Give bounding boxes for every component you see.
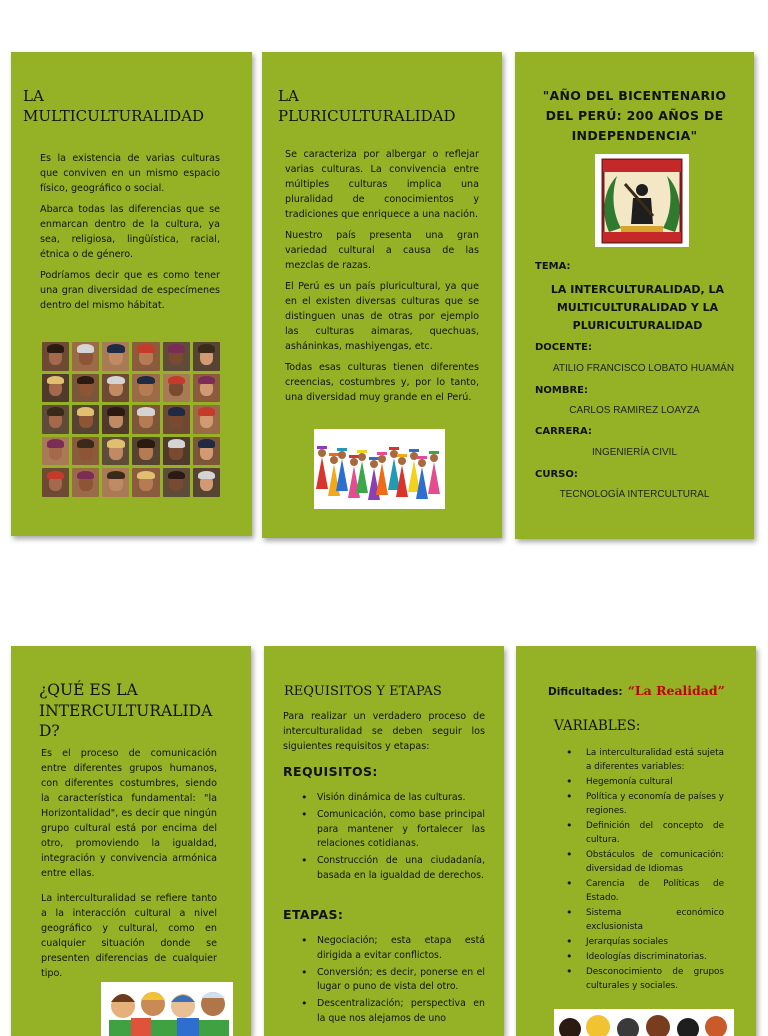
portrait-tile — [102, 374, 129, 403]
portrait-tile — [102, 405, 129, 434]
title-line: LA — [278, 87, 299, 105]
panel-interculturalidad — [11, 646, 251, 1036]
portrait-tile — [72, 342, 99, 371]
list-item: • Hegemonía cultural — [562, 775, 724, 789]
paragraph: Nuestro país presenta una gran variedad cultural a causa de las mezclas de razas. — [285, 230, 479, 271]
portrait-tile — [193, 342, 220, 371]
university-logo — [595, 154, 689, 247]
university-emblem-icon — [595, 154, 689, 247]
dancer-hat — [429, 451, 439, 454]
dancer-hat — [369, 457, 379, 460]
portrait-tile — [42, 405, 69, 434]
portrait-tile — [132, 405, 159, 434]
etapas-heading: ETAPAS: — [283, 907, 344, 922]
paragraph: La interculturalidad se refiere tanto a la interacción cultural a nivel geográfico y cultural, como en cualquier situación donde se presenten diferencias de cualquier tipo. — [41, 893, 217, 979]
list-item: • Jerarquías sociales — [562, 935, 724, 949]
paragraph: Podríamos decir que es como tener una gran diversidad de especímenes dentro del mismo hábitat. — [40, 270, 220, 311]
dancer-hat — [409, 449, 419, 452]
portrait-tile — [193, 374, 220, 403]
dancer-hat — [377, 452, 387, 455]
panel-body — [285, 147, 479, 411]
list-item: • Carencia de Políticas de Estado. — [562, 877, 724, 905]
dancer-hat — [357, 450, 367, 453]
portrait-tile — [102, 468, 129, 497]
list-item: • Obstáculos de comunicación: diversidad de Idiomas — [562, 848, 724, 876]
curso-value: TECNOLOGÍA INTERCULTURAL — [559, 489, 710, 500]
portrait-tile — [193, 468, 220, 497]
portrait-tile — [132, 374, 159, 403]
title-line: MULTICULTURALIDAD — [23, 107, 205, 125]
nombre-value: CARLOS RAMIREZ LOAYZA — [569, 405, 700, 416]
title-line: LA — [23, 87, 44, 105]
portrait-tile — [42, 468, 69, 497]
carrera-label: CARRERA: — [535, 426, 592, 437]
title-line: PLURICULTURALIDAD — [278, 107, 456, 125]
dancer-figure — [336, 459, 348, 491]
portrait-tile — [72, 468, 99, 497]
dancer-head — [390, 450, 398, 458]
list-item: • Comunicación, como base principal para mantener y fortalecer las relaciones cotidianas. — [297, 808, 485, 852]
dancer-head — [378, 455, 386, 463]
portrait-tile — [72, 374, 99, 403]
intro-paragraph: Para realizar un verdadero proceso de interculturalidad se deben seguir los siguientes requisitos y etapas: — [283, 711, 485, 752]
portrait-tile — [163, 405, 190, 434]
list-item: • Política y economía de países y regiones. — [562, 790, 724, 818]
faces-collage-image — [42, 342, 220, 497]
portrait-tile — [132, 468, 159, 497]
dancer-figure — [408, 460, 420, 492]
dancer-head — [318, 449, 326, 457]
portrait-tile — [102, 437, 129, 466]
dificultades-label: Dificultades: — [548, 686, 623, 698]
dificultades-line — [548, 680, 725, 699]
docente-label: DOCENTE: — [535, 342, 592, 353]
dancer-hat — [417, 456, 427, 459]
portrait-tile — [163, 437, 190, 466]
dancer-head — [358, 453, 366, 461]
panel-multiculturalidad — [11, 52, 252, 536]
portrait-tile — [163, 468, 190, 497]
curso-label: CURSO: — [535, 469, 578, 480]
list-item: • Visión dinámica de las culturas. — [297, 791, 485, 806]
panel-title: REQUISITOS Y ETAPAS — [284, 684, 442, 699]
requisitos-heading: REQUISITOS: — [283, 764, 378, 779]
dancer-figure — [376, 463, 388, 495]
dancer-head — [338, 451, 346, 459]
list-item: • Ideologías discriminatorias. — [562, 950, 724, 964]
panel-body — [41, 744, 217, 987]
dancer-head — [370, 460, 378, 468]
list-item: • Desconocimiento de grupos culturales y sociales. — [562, 965, 724, 993]
list-item: • Definición del concepto de cultura. — [562, 819, 724, 847]
dancer-hat — [397, 454, 407, 457]
portrait-tile — [72, 437, 99, 466]
list-item: • La interculturalidad está sujeta a diferentes variables: — [562, 746, 724, 774]
dancer-hat — [329, 453, 339, 456]
docente-value: ATILIO FRANCISCO LOBATO HUAMÁN — [552, 363, 735, 374]
portrait-tile — [42, 374, 69, 403]
portrait-tile — [72, 405, 99, 434]
dancer-head — [330, 456, 338, 464]
list-item: • Conversión; es decir, ponerse en el lugar o puno de vista del otro. — [297, 966, 485, 996]
dancer-hat — [389, 447, 399, 450]
portrait-tile — [132, 437, 159, 466]
dancer-figure — [428, 462, 440, 494]
dancer-hat — [337, 448, 347, 451]
title-line: D? — [39, 722, 60, 740]
paragraph: El Perú es un país pluricultural, ya que en el existen diversas culturas que se distinguen unas de otras por ejemplo las culturas aimaras, quechuas, asháninkas, mashiyengas, etc. — [285, 281, 479, 352]
panel-title — [39, 680, 212, 742]
panel-requisitos-etapas — [264, 646, 504, 1036]
list-item: • Construcción de una ciudadanía, basada en la igualdad de derechos. — [297, 854, 485, 884]
paragraph: Es el proceso de comunicación entre diferentes grupos humanos, con diferentes costumbres, siendo la característica fundamental: "la Horizontalidad", es decir que ningún grupo cultural está por encima del otro, promoviendo la igualdad, integración y convivencia armónica entre ellas. — [41, 748, 217, 879]
portrait-tile — [193, 405, 220, 434]
etapas-list — [297, 934, 485, 1029]
dancer-head — [350, 458, 358, 466]
paragraph: Abarca todas las diferencias que se enmarcan dentro de la cultura, ya sea, religiosa, lingüística, racial, étnica o de género. — [40, 204, 220, 260]
people-illustration — [554, 1009, 734, 1036]
children-cartoon-image — [101, 982, 233, 1036]
dancer-figure — [388, 458, 400, 490]
portrait-tile — [163, 342, 190, 371]
cover-title: "AÑO DEL BICENTENARIO DEL PERÚ: 200 AÑOS DE INDEPENDENCIA" — [542, 88, 727, 143]
dancer-head — [398, 457, 406, 465]
tema-value: LA INTERCULTURALIDAD, LA MULTICULTURALIDAD Y LA PLURICULTURALIDAD — [550, 283, 725, 332]
dancer-head — [430, 454, 438, 462]
tema-label: TEMA: — [535, 261, 571, 272]
dancer-hat — [317, 446, 327, 449]
panel-title — [23, 86, 204, 126]
portrait-tile — [163, 374, 190, 403]
dancers-illustration — [314, 429, 445, 509]
paragraph: Todas esas culturas tienen diferentes creencias, costumbres y, por lo tanto, una diversidad muy grande en el Perú. — [285, 362, 479, 403]
portrait-tile — [102, 342, 129, 371]
dancer-hat — [349, 455, 359, 458]
dancers-group-image — [314, 429, 445, 509]
panel-body — [40, 151, 220, 319]
panel-cover — [515, 52, 754, 539]
nombre-label: NOMBRE: — [535, 385, 588, 396]
list-item: • Sistema económico exclusionista — [562, 906, 724, 934]
paragraph: Se caracteriza por albergar o reflejar varias culturas. La convivencia entre múltiples culturas implica una pluralidad de conocimientos y tradiciones que enriquece a una nación. — [285, 149, 479, 220]
dancer-head — [418, 459, 426, 467]
panel-title — [278, 86, 456, 126]
variables-heading: VARIABLES: — [554, 718, 641, 734]
panel-pluriculturalidad — [262, 52, 502, 538]
dificultades-quote: “La Realidad” — [627, 683, 725, 698]
dancer-head — [410, 452, 418, 460]
paragraph: Es la existencia de varias culturas que conviven en un mismo espacio físico, geográfico o social. — [40, 153, 220, 194]
list-item: • Descentralización; perspectiva en la que nos alejamos de uno — [297, 997, 485, 1027]
title-line: INTERCULTURALIDA — [39, 701, 213, 720]
children-illustration — [101, 982, 233, 1036]
requisitos-list — [297, 791, 485, 886]
title-line: ¿QUÉ ES LA — [39, 681, 138, 699]
panel-dificultades — [516, 646, 756, 1036]
portrait-tile — [132, 342, 159, 371]
variables-list — [562, 746, 724, 994]
portrait-tile — [193, 437, 220, 466]
people-cartoon-image — [554, 1009, 734, 1036]
dancer-figure — [316, 457, 328, 489]
list-item: • Negociación; esta etapa está dirigida a evitar conflictos. — [297, 934, 485, 964]
portrait-tile — [42, 437, 69, 466]
carrera-value: INGENIERÍA CIVIL — [591, 447, 678, 458]
dancer-figure — [356, 461, 368, 493]
portrait-tile — [42, 342, 69, 371]
